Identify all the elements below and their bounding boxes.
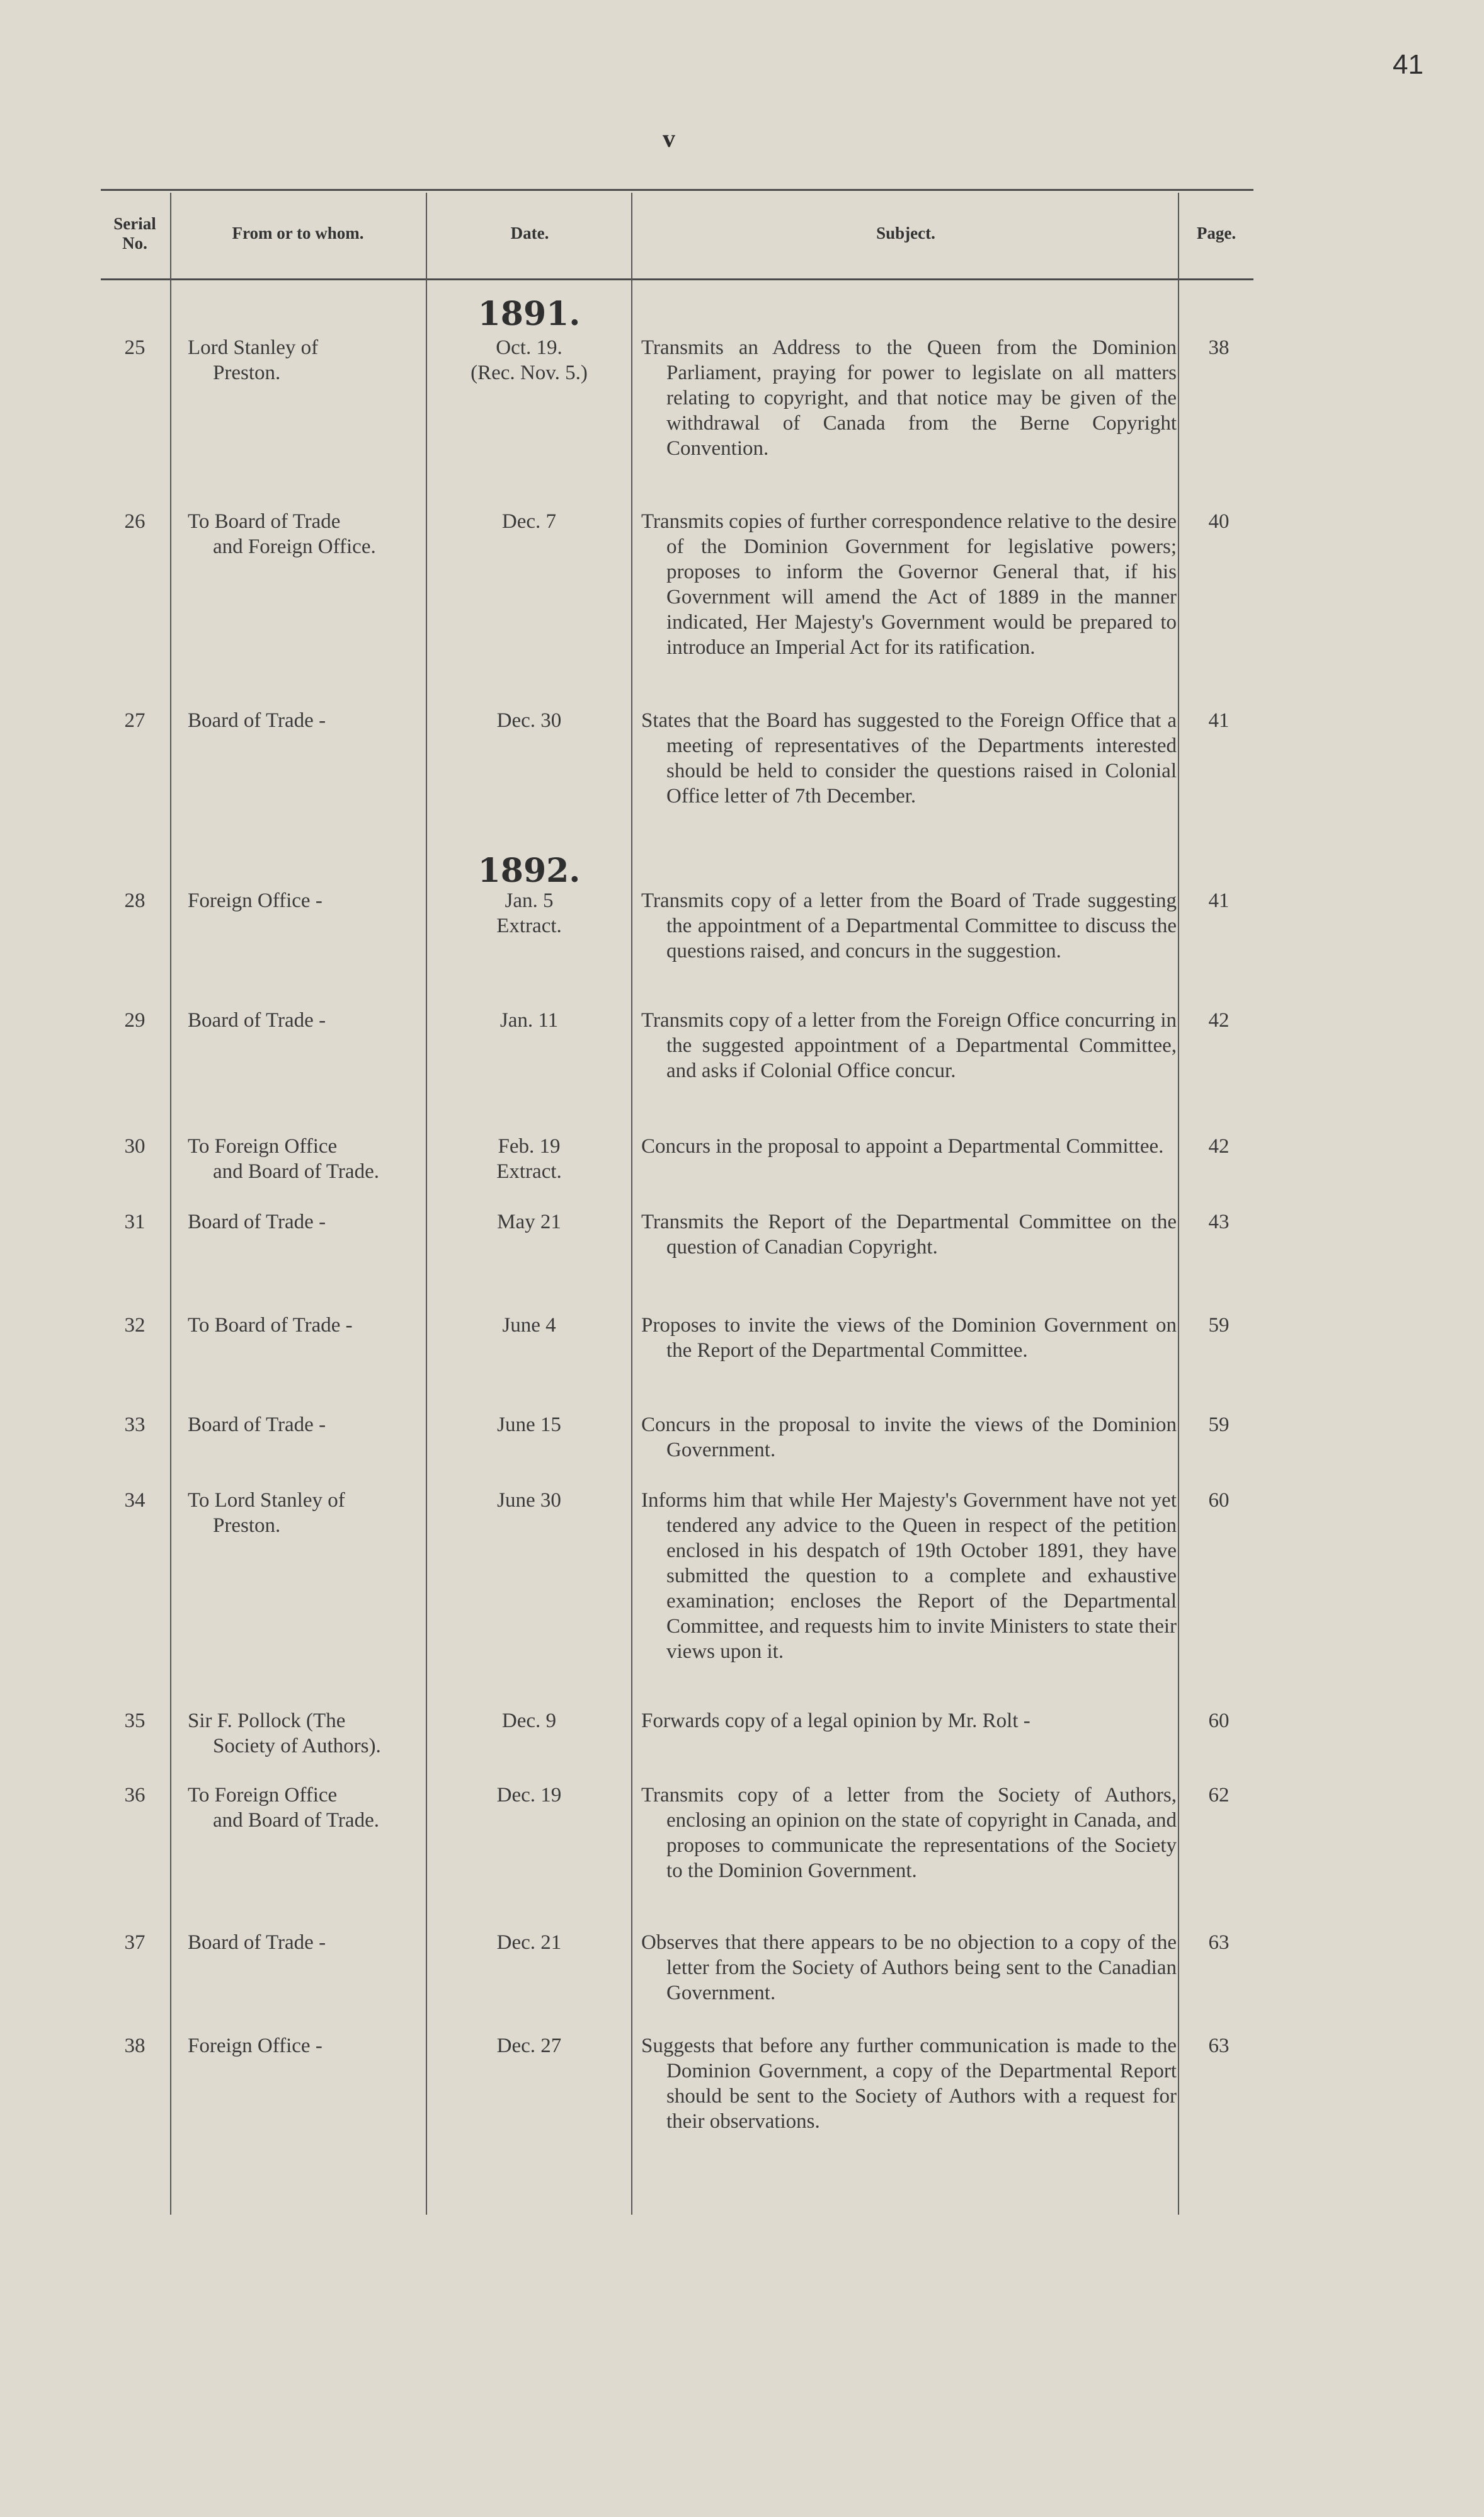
correspondent xyxy=(188,1313,414,1338)
correspondent-line: and Board of Trade. xyxy=(213,1160,379,1183)
page-reference: 60 xyxy=(1208,1489,1230,1512)
date-line: Dec. 21 xyxy=(496,1931,562,1954)
subject-text: Concurs in the proposal to invite the views of the Dominion Government. xyxy=(641,1413,1177,1461)
date-line: Oct. 19. xyxy=(496,336,562,359)
subject-text: Transmits copy of a letter from the Foreign Office concurring in the suggested appointment of a Departmental Committee, and asks if Colonial Office concur. xyxy=(641,1009,1177,1082)
column-divider xyxy=(631,193,632,2215)
date-line: Feb. 19 xyxy=(498,1135,561,1158)
page-reference: 41 xyxy=(1208,709,1230,732)
entry-date xyxy=(428,1313,630,1338)
page-reference: 42 xyxy=(1208,1135,1230,1158)
entry-date xyxy=(428,1134,630,1184)
year-heading: 1892. xyxy=(477,852,581,890)
date-line: Jan. 11 xyxy=(499,1009,559,1032)
correspondent xyxy=(188,509,414,559)
date-line: May 21 xyxy=(497,1211,561,1233)
correspondent-line: To Foreign Office xyxy=(188,1135,338,1158)
correspondent xyxy=(188,1412,414,1437)
correspondent xyxy=(188,1134,414,1184)
subject-text: Transmits copies of further correspondence relative to the desire of the Dominion Government for legislative powers; proposes to inform the Governor General that, if his Government will amend the Act of 1889 in the manner indicated, Her Majesty's Government would be prepared to introduce an Imperial Act for its ratification. xyxy=(641,510,1177,659)
page-reference: 60 xyxy=(1208,1709,1230,1732)
correspondent xyxy=(188,1209,414,1235)
date-line: Dec. 9 xyxy=(501,1709,557,1732)
serial-number: 32 xyxy=(124,1314,146,1337)
column-divider xyxy=(170,193,171,2215)
serial-number: 28 xyxy=(124,889,146,912)
date-line: Jan. 5 xyxy=(505,889,554,912)
correspondent-line: and Foreign Office. xyxy=(213,535,376,558)
entry-date xyxy=(428,335,630,385)
header-serial: Serial No. xyxy=(113,214,156,253)
entry-date xyxy=(428,1209,630,1235)
page-reference: 59 xyxy=(1208,1413,1230,1436)
correspondent-line: Board of Trade - xyxy=(188,709,326,732)
correspondent xyxy=(188,335,414,385)
serial-number: 34 xyxy=(124,1489,146,1512)
correspondent xyxy=(188,1488,414,1538)
correspondent xyxy=(188,2033,414,2058)
serial-number: 26 xyxy=(124,510,146,533)
correspondent-line: Board of Trade - xyxy=(188,1009,326,1032)
column-divider xyxy=(1178,193,1179,2215)
page-reference: 41 xyxy=(1208,889,1230,912)
page-number: 41 xyxy=(1393,49,1424,80)
header-subject: Subject. xyxy=(876,224,935,243)
header-from: From or to whom. xyxy=(232,224,364,243)
serial-number: 30 xyxy=(124,1135,146,1158)
correspondent-line: Foreign Office - xyxy=(188,889,322,912)
entry-date xyxy=(428,1708,630,1733)
serial-number: 35 xyxy=(124,1709,146,1732)
correspondent-line: Board of Trade - xyxy=(188,1413,326,1436)
correspondent-line: Foreign Office - xyxy=(188,2035,322,2057)
header-page: Page. xyxy=(1196,224,1236,243)
subject-text: Transmits the Report of the Departmental Committee on the question of Canadian Copyright. xyxy=(641,1211,1177,1258)
serial-number: 27 xyxy=(124,709,146,732)
page-reference: 59 xyxy=(1208,1314,1230,1337)
date-line: June 15 xyxy=(497,1413,561,1436)
correspondent-line: To Board of Trade - xyxy=(188,1314,353,1337)
entry-date xyxy=(428,1488,630,1513)
correspondent-line: To Lord Stanley of xyxy=(188,1489,345,1512)
date-line: Dec. 30 xyxy=(496,709,562,732)
entry-date xyxy=(428,1412,630,1437)
serial-number: 25 xyxy=(124,336,146,359)
date-line: June 30 xyxy=(497,1489,561,1512)
subject-text: States that the Board has suggested to the Foreign Office that a meeting of representatives of the Departments interested should be held to consider the questions raised in Colonial Office letter of 7th December. xyxy=(641,709,1177,808)
correspondent xyxy=(188,888,414,913)
correspondent-line: Preston. xyxy=(213,362,281,384)
table-header-rule xyxy=(101,278,1253,280)
page-reference: 38 xyxy=(1208,336,1230,359)
page-reference: 40 xyxy=(1208,510,1230,533)
subject-text: Observes that there appears to be no objection to a copy of the letter from the Society of Authors being sent to the Canadian Government. xyxy=(641,1931,1177,2004)
entry-date xyxy=(428,1930,630,1955)
subject-text: Forwards copy of a legal opinion by Mr. Rolt - xyxy=(641,1709,1030,1732)
subject-text: Concurs in the proposal to appoint a Departmental Committee. xyxy=(641,1135,1164,1158)
page-reference: 63 xyxy=(1208,1931,1230,1954)
serial-number: 38 xyxy=(124,2035,146,2057)
date-line: Dec. 7 xyxy=(501,510,557,533)
date-line: Dec. 19 xyxy=(496,1784,562,1806)
header-date: Date. xyxy=(510,224,549,243)
correspondent-line: Society of Authors). xyxy=(213,1735,381,1757)
section-mark: v xyxy=(663,124,675,152)
subject-text: Transmits copy of a letter from the Society of Authors, enclosing an opinion on the state of copyright in Canada, and proposes to communicate the representations of the Society to the Dominion Government. xyxy=(641,1784,1177,1882)
entry-date xyxy=(428,708,630,733)
correspondent-line: To Foreign Office xyxy=(188,1784,338,1806)
page-reference: 63 xyxy=(1208,2035,1230,2057)
serial-number: 36 xyxy=(124,1784,146,1806)
correspondent-line: Sir F. Pollock (The xyxy=(188,1709,346,1732)
subject-text: Transmits an Address to the Queen from the Dominion Parliament, praying for power to legislate on all matters relating to copyright, and that notice may be given of the withdrawal of Canada from the Berne Copyright Convention. xyxy=(641,336,1177,460)
correspondent xyxy=(188,1783,414,1833)
correspondent-line: To Board of Trade xyxy=(188,510,341,533)
correspondent-line: Lord Stanley of xyxy=(188,336,319,359)
correspondent xyxy=(188,708,414,733)
serial-number: 31 xyxy=(124,1211,146,1233)
date-line: Extract. xyxy=(496,915,562,937)
serial-number: 29 xyxy=(124,1009,146,1032)
entry-date xyxy=(428,1008,630,1033)
correspondent-line: Preston. xyxy=(213,1514,281,1537)
correspondent xyxy=(188,1708,414,1759)
date-line: (Rec. Nov. 5.) xyxy=(471,362,588,384)
date-line: Dec. 27 xyxy=(496,2035,562,2057)
entry-date xyxy=(428,1783,630,1808)
page-reference: 62 xyxy=(1208,1784,1230,1806)
page-reference: 43 xyxy=(1208,1211,1230,1233)
correspondent-line: and Board of Trade. xyxy=(213,1809,379,1832)
date-line: June 4 xyxy=(502,1314,556,1337)
correspondent xyxy=(188,1930,414,1955)
subject-text: Informs him that while Her Majesty's Government have not yet tendered any advice to the Queen in respect of the petition enclosed in his despatch of 19th October 1891, they have submitted the question to a complete and exhaustive examination; encloses the Report of the Departmental Committee, and requests him to invite Ministers to state their views upon it. xyxy=(641,1489,1177,1663)
column-divider xyxy=(426,193,427,2215)
correspondent-line: Board of Trade - xyxy=(188,1211,326,1233)
date-line: Extract. xyxy=(496,1160,562,1183)
entry-date xyxy=(428,2033,630,2058)
correspondent-line: Board of Trade - xyxy=(188,1931,326,1954)
serial-number: 33 xyxy=(124,1413,146,1436)
entry-date xyxy=(428,509,630,534)
year-heading: 1891. xyxy=(477,295,581,333)
subject-text: Suggests that before any further communication is made to the Dominion Government, a copy of the Departmental Report should be sent to the Society of Authors with a request for their observations. xyxy=(641,2035,1177,2133)
correspondent xyxy=(188,1008,414,1033)
subject-text: Transmits copy of a letter from the Board of Trade suggesting the appointment of a Departmental Committee to discuss the questions raised, and concurs in the suggestion. xyxy=(641,889,1177,962)
serial-number: 37 xyxy=(124,1931,146,1954)
entry-date xyxy=(428,888,630,939)
subject-text: Proposes to invite the views of the Dominion Government on the Report of the Departmental Committee. xyxy=(641,1314,1177,1362)
page-reference: 42 xyxy=(1208,1009,1230,1032)
